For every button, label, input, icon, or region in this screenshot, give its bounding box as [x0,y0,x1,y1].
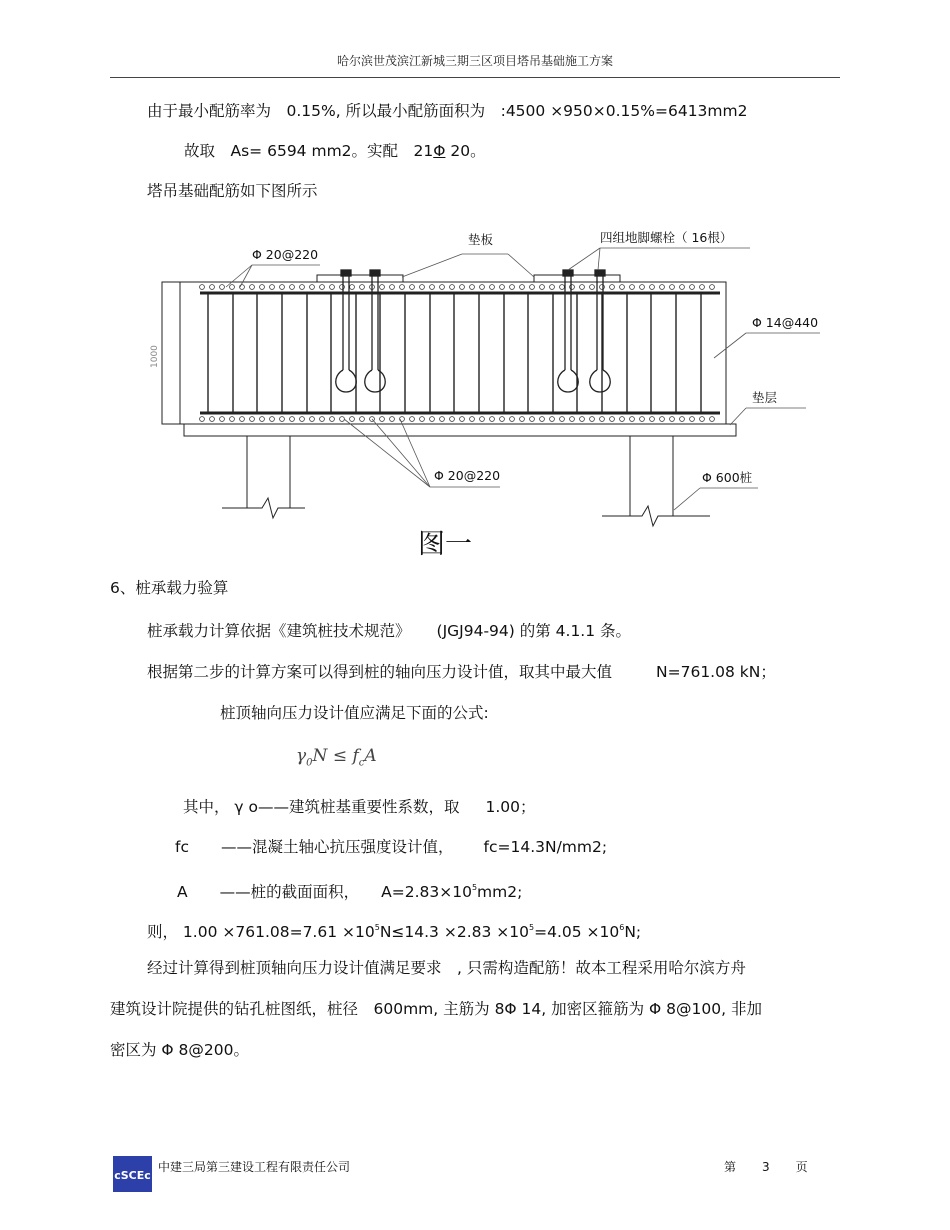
svg-text:cSCEc: cSCEc [114,1169,151,1182]
paragraph-min-rebar: 由于最小配筋率为 0.15%, 所以最小配筋面积为 :4500 ×950×0.15%=6413mm2 [147,102,748,120]
anchor-bolts [336,270,610,392]
where-gamma: 其中， γ o——建筑桩基重要性系数，取 1.00； [183,798,536,816]
label-pad: 垫板 [468,232,494,247]
cushion-layer [184,424,736,436]
footer-company: 中建三局第三建设工程有限责任公司 [158,1160,351,1174]
phi-symbol: Φ [433,142,446,160]
formula: $\gamma_0N \le f_cA$ [296,746,377,769]
paragraph-formula-intro: 桩顶轴向压力设计值应满足下面的公式: [220,704,489,722]
basis-code: (JGJ94-94) 的第 4.1.1 条。 [436,622,632,640]
label-pile: Φ 600桩 [702,470,753,485]
paragraph-as-value [184,141,486,161]
conclusion-line-1: 经过计算得到桩顶轴向压力设计值满足要求 , 只需构造配筋！故本工程采用哈尔滨方舟 [147,959,746,977]
conclusion-line-3: 密区为 Φ 8@200。 [110,1041,250,1059]
paragraph-figure-intro: 塔吊基础配筋如下图所示 [147,182,318,200]
where-fc: fc ——混凝土轴心抗压强度设计值， fc=14.3N/mm2; [175,838,608,856]
label-bottom-rebar: Φ 20@220 [434,468,501,483]
label-stirrup: Φ 14@440 [752,315,819,330]
paragraph-basis [147,621,631,641]
pad-plate-right [534,275,620,282]
conclusion-line-2: 建筑设计院提供的钻孔桩图纸，桩径 600mm, 主筋为 8Φ 14, 加密区箍筋为 Φ 8@100, 非加 [110,1000,762,1018]
basis-text: 桩承载力计算依据《建筑桩技术规范》 [147,622,411,640]
label-top-rebar: Φ 20@220 [252,247,319,262]
page-header-title: 哈尔滨世茂滨江新城三期三区项目塔吊基础施工方案 [336,54,613,68]
foundation-slab [180,282,726,424]
foundation-diagram [140,220,840,530]
as-text: 故取 As= 6594 mm2。实配 21 [184,142,434,160]
design-value: N=761.08 kN； [656,663,776,681]
label-dimension: 1000 [150,345,160,368]
label-anchor-bolts: 四组地脚螺栓（ 16根） [600,230,733,245]
as-text-end: 20。 [445,142,486,160]
section-heading: 6、桩承载力验算 [110,579,229,597]
calculation-check: 则， $1.00 \times 761.08=7.61 \times 10^5N\le 14.3 \times 2.83 \times 10^5=4.05 \times 10^6N$; [147,923,642,941]
label-cushion: 垫层 [752,390,778,405]
left-formwork [162,282,180,424]
where-area: A ——桩的截面面积， $A=2.83\times 10^5mm2$; [177,883,523,901]
footer-page-number: 第 3 页 [724,1160,808,1174]
header-divider [110,77,840,78]
figure-caption: 图一 [418,529,472,560]
company-logo [113,1156,152,1192]
design-text: 根据第二步的计算方案可以得到桩的轴向压力设计值，取其中最大值 [147,663,613,681]
paragraph-design-value [147,662,776,682]
pad-plate-left [317,275,403,282]
